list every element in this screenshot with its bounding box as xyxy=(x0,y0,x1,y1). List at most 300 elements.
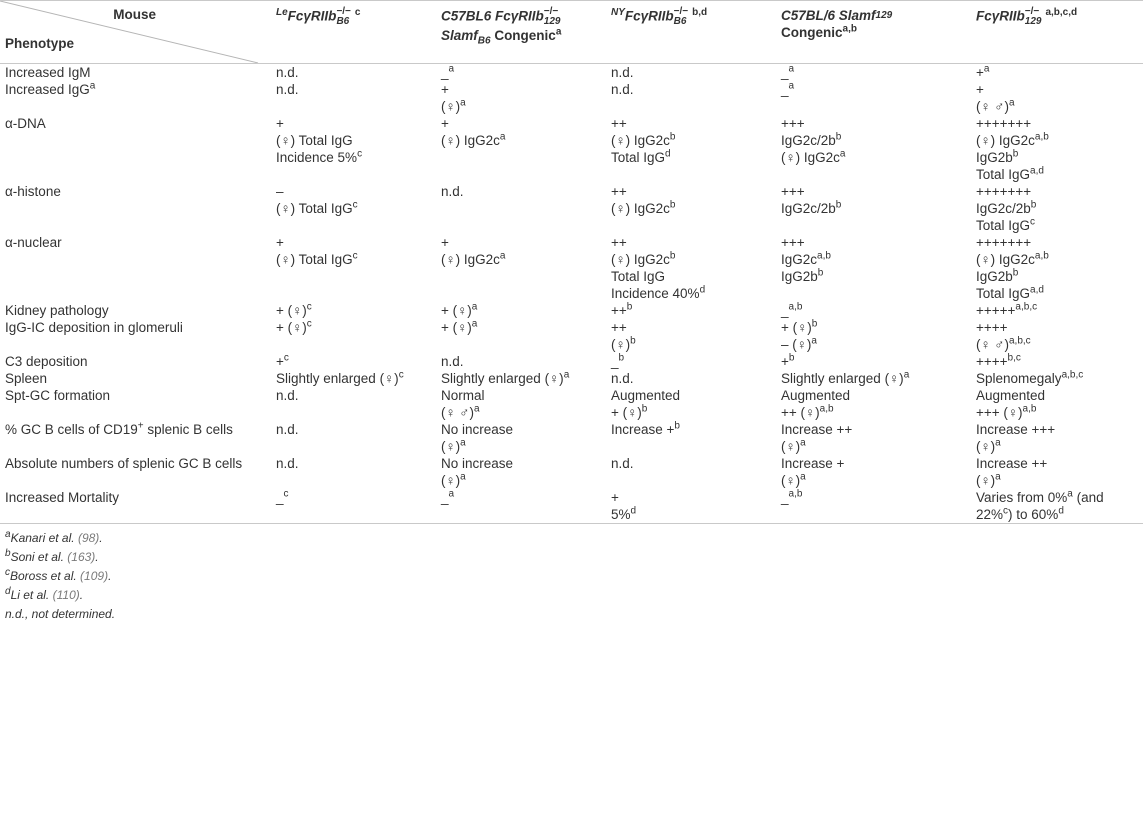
table-header-row xyxy=(0,1,1143,64)
value-ref: a xyxy=(460,471,466,483)
value-line xyxy=(441,489,611,506)
value-line xyxy=(441,438,611,455)
value-text: n.d. xyxy=(611,456,634,471)
value-line xyxy=(781,251,976,268)
phenotype-cell xyxy=(0,319,276,353)
value-text: +++ xyxy=(781,184,805,199)
header-line-1 xyxy=(276,7,441,27)
header-line2-name: Slamf xyxy=(441,28,478,43)
value-line xyxy=(441,81,611,98)
value-cell xyxy=(276,353,441,370)
value-cell xyxy=(781,455,976,489)
value-ref: b xyxy=(835,199,842,211)
value-text: + (♀) xyxy=(276,320,307,335)
value-cell xyxy=(276,302,441,319)
value-cell xyxy=(976,234,1143,302)
column-header-le-fcgriib xyxy=(276,1,441,64)
value-text: IgG2c/2b xyxy=(781,201,836,216)
corner-header-cell xyxy=(0,1,276,64)
value-text: IgG2c/2b xyxy=(781,133,836,148)
value-line xyxy=(276,387,441,404)
value-ref: b xyxy=(1012,148,1019,160)
value-text: Increase + xyxy=(611,422,675,437)
value-cell xyxy=(441,234,611,302)
value-line xyxy=(611,455,781,472)
column-header-c57bl6-slamf-congenic xyxy=(781,1,976,64)
value-text: + (♀) xyxy=(781,320,812,335)
phenotype-cell xyxy=(0,455,276,489)
value-text: + (♀) xyxy=(611,405,642,420)
value-line xyxy=(781,234,976,251)
value-cell xyxy=(441,455,611,489)
value-text: ++ (♀) xyxy=(781,405,820,420)
value-ref: c xyxy=(1003,505,1009,517)
value-text: n.d. xyxy=(441,354,464,369)
value-text: – xyxy=(276,184,284,199)
header-genotype-sup: −/− xyxy=(336,6,351,17)
table-row xyxy=(0,64,1143,82)
value-text: + xyxy=(276,354,284,369)
value-cell xyxy=(441,64,611,82)
value-line xyxy=(781,64,976,81)
value-line xyxy=(611,183,781,200)
footnote-authors: Soni et al. xyxy=(10,550,64,564)
table-row xyxy=(0,421,1143,455)
value-cell xyxy=(781,353,976,370)
value-text: +++ xyxy=(781,116,805,131)
value-text: (♀) IgG2c xyxy=(611,133,670,148)
value-cell xyxy=(441,183,611,234)
value-line xyxy=(441,472,611,489)
value-line xyxy=(781,268,976,285)
phenotype-label: IgG-IC deposition in glomeruli xyxy=(5,320,183,335)
value-line xyxy=(276,302,441,319)
value-cell xyxy=(976,370,1143,387)
value-line xyxy=(611,336,781,353)
value-text: + xyxy=(441,116,449,131)
value-ref: b xyxy=(641,403,648,415)
value-line xyxy=(976,251,1143,268)
value-cell xyxy=(276,115,441,183)
footnote-mark: a xyxy=(5,529,11,540)
phenotype-cell xyxy=(0,64,276,82)
footnote-authors: n.d., not determined. xyxy=(5,607,116,621)
value-line xyxy=(276,149,441,166)
value-ref: b xyxy=(835,131,842,143)
phenotype-corner-label: Phenotype xyxy=(5,36,75,51)
value-line xyxy=(611,132,781,149)
value-cell xyxy=(781,370,976,387)
header-line2-sup: a xyxy=(555,26,562,38)
value-text: Increase + xyxy=(781,456,845,471)
value-ref: b xyxy=(1012,267,1019,279)
value-ref: a,b xyxy=(819,403,834,415)
value-cell xyxy=(276,455,441,489)
header-line2-sup: a,b xyxy=(842,23,857,35)
value-text: (♀ ♂) xyxy=(976,99,1009,114)
value-text: Incidence 5% xyxy=(276,150,358,165)
footnote xyxy=(5,567,1143,586)
value-text: ++ xyxy=(611,235,627,250)
value-line xyxy=(611,200,781,217)
value-ref: c xyxy=(283,488,289,500)
value-line xyxy=(781,404,976,421)
value-ref: a,b xyxy=(1034,131,1049,143)
column-header-c57bl6-fcgriib-slamf-congenic xyxy=(441,1,611,64)
value-text: n.d. xyxy=(611,82,634,97)
table-row xyxy=(0,234,1143,302)
value-text: ++++ xyxy=(976,354,1008,369)
value-text: + xyxy=(611,490,619,505)
value-cell xyxy=(611,421,781,455)
value-line xyxy=(611,404,781,421)
phenotype-label: Increased Mortality xyxy=(5,490,120,505)
value-ref: a xyxy=(800,471,806,483)
footnote-reference-link[interactable]: (109) xyxy=(80,569,109,583)
value-ref: a xyxy=(903,369,910,381)
value-ref: a,b,c xyxy=(1015,301,1038,313)
value-line xyxy=(976,200,1143,217)
value-text: (♀) IgG2c xyxy=(976,133,1035,148)
header-strain-name: FcγRIIb xyxy=(624,8,674,24)
value-ref: c xyxy=(357,148,363,160)
table-row xyxy=(0,183,1143,234)
value-line xyxy=(611,285,781,302)
value-text: (♀) IgG2c xyxy=(441,252,500,267)
value-line xyxy=(611,319,781,336)
header-refs: b,d xyxy=(692,7,708,19)
value-line xyxy=(441,183,611,200)
value-ref: a xyxy=(995,437,1001,449)
value-cell xyxy=(276,183,441,234)
value-text: +++++++ xyxy=(976,184,1032,199)
value-line xyxy=(611,234,781,251)
value-cell xyxy=(611,115,781,183)
value-ref: a xyxy=(563,369,570,381)
value-ref: a xyxy=(448,63,455,75)
value-line xyxy=(441,98,611,115)
header-genotype-sup: −/− xyxy=(543,6,559,17)
value-ref: d xyxy=(699,284,706,296)
phenotype-label: Spleen xyxy=(5,371,48,386)
value-ref: b xyxy=(674,420,680,432)
value-cell xyxy=(976,489,1143,524)
value-ref: a xyxy=(471,301,478,313)
table-row xyxy=(0,81,1143,115)
value-text: _ xyxy=(611,354,619,369)
phenotype-label-rest: splenic B cells xyxy=(143,422,233,437)
value-ref: a xyxy=(448,488,455,500)
phenotype-label: α-DNA xyxy=(5,116,46,131)
value-text: n.d. xyxy=(611,371,634,386)
value-line xyxy=(976,183,1143,200)
value-text: _ xyxy=(781,82,789,97)
value-line xyxy=(276,489,441,506)
value-cell xyxy=(441,370,611,387)
value-line xyxy=(781,132,976,149)
value-text: IgG2c/2b xyxy=(976,201,1031,216)
value-text: n.d. xyxy=(441,184,464,199)
value-line xyxy=(976,489,1143,506)
value-text: _ xyxy=(781,303,789,318)
value-text: (♀ ♂) xyxy=(976,337,1009,352)
value-line xyxy=(976,472,1143,489)
value-text: +++++++ xyxy=(976,116,1032,131)
value-text: Normal xyxy=(441,388,485,403)
table-footnotes xyxy=(0,529,1143,624)
column-header-text xyxy=(781,7,976,41)
value-line xyxy=(611,353,781,370)
value-cell xyxy=(781,302,976,319)
value-text: (♀) IgG2c xyxy=(611,201,670,216)
value-text: Slightly enlarged (♀) xyxy=(276,371,399,386)
value-ref: a xyxy=(788,80,795,92)
header-background-sub: 129 xyxy=(1024,16,1042,27)
value-line xyxy=(781,336,976,353)
value-text: + xyxy=(276,235,284,250)
header-line-1 xyxy=(611,7,781,27)
value-ref: a xyxy=(995,471,1001,483)
value-line xyxy=(781,370,976,387)
value-cell xyxy=(611,353,781,370)
footnote-authors: Li et al. xyxy=(10,588,50,602)
value-line xyxy=(611,421,781,438)
value-text: (♀) IgG2c xyxy=(781,150,840,165)
value-line xyxy=(976,285,1143,302)
table-row xyxy=(0,319,1143,353)
value-text: _ xyxy=(781,65,789,80)
phenotype-label: Absolute numbers of splenic GC B cells xyxy=(5,456,243,471)
value-text: Varies from 0% xyxy=(976,490,1068,505)
value-ref: b xyxy=(626,301,633,313)
value-line xyxy=(441,370,611,387)
value-cell xyxy=(976,353,1143,370)
value-text: +++++++ xyxy=(976,235,1032,250)
phenotype-label: α-histone xyxy=(5,184,61,199)
value-text: Total IgG xyxy=(611,150,666,165)
value-line xyxy=(611,302,781,319)
table-row xyxy=(0,370,1143,387)
value-cell xyxy=(441,115,611,183)
value-cell xyxy=(611,387,781,421)
value-text: (♀) Total IgG xyxy=(276,252,353,267)
value-text: + xyxy=(276,116,284,131)
footnote-mark: b xyxy=(5,548,11,559)
value-line xyxy=(441,234,611,251)
value-text: _ xyxy=(781,490,789,505)
value-line xyxy=(976,336,1143,353)
value-ref: b xyxy=(630,335,636,347)
value-text: (♀) xyxy=(976,439,996,454)
value-ref: a,b,c xyxy=(1061,369,1084,381)
value-text: (♀ ♂) xyxy=(441,405,474,420)
value-ref: a xyxy=(460,97,466,109)
phenotype-sup: + xyxy=(137,420,144,432)
value-line xyxy=(276,251,441,268)
value-line xyxy=(781,81,976,98)
footnote xyxy=(5,605,1143,624)
value-text: ++++ xyxy=(976,320,1008,335)
value-line xyxy=(611,268,781,285)
value-text: (♀) IgG2c xyxy=(611,252,670,267)
value-line xyxy=(976,404,1143,421)
footnote-end: . xyxy=(95,550,99,564)
value-ref: b xyxy=(811,318,818,330)
value-ref: c xyxy=(352,199,358,211)
value-line xyxy=(781,115,976,132)
value-line xyxy=(441,421,611,438)
value-ref: b xyxy=(669,131,676,143)
value-line xyxy=(611,489,781,506)
value-text: 22% xyxy=(976,507,1004,522)
header-background-sub: B6 xyxy=(673,16,687,27)
value-text: (♀) xyxy=(976,473,996,488)
value-cell xyxy=(976,81,1143,115)
value-ref: c xyxy=(306,318,312,330)
value-line xyxy=(781,319,976,336)
phenotype-cell xyxy=(0,115,276,183)
header-background-sub: 129 xyxy=(875,10,893,22)
value-ref: b,c xyxy=(1007,352,1021,364)
value-text: Increase +++ xyxy=(976,422,1056,437)
value-line xyxy=(976,81,1143,98)
value-line xyxy=(781,353,976,370)
value-text: + xyxy=(976,65,984,80)
value-text: IgG2b xyxy=(976,269,1013,284)
value-line xyxy=(976,268,1143,285)
phenotype-cell xyxy=(0,489,276,524)
header-background-sub: 129 xyxy=(543,16,561,27)
value-cell xyxy=(276,319,441,353)
value-text: _ xyxy=(441,490,449,505)
value-text: Incidence 40% xyxy=(611,286,700,301)
table-row xyxy=(0,489,1143,524)
value-cell xyxy=(276,81,441,115)
value-text: +++ xyxy=(781,235,805,250)
value-line xyxy=(276,64,441,81)
value-ref: a,b xyxy=(1022,403,1037,415)
value-text: (♀) xyxy=(781,473,801,488)
table-row xyxy=(0,115,1143,183)
value-cell xyxy=(611,234,781,302)
value-cell xyxy=(976,183,1143,234)
value-text: Total IgG xyxy=(611,269,666,284)
table-row xyxy=(0,353,1143,370)
footnote-reference-link[interactable]: (98) xyxy=(77,531,100,545)
value-ref: a,d xyxy=(1030,284,1044,296)
value-cell xyxy=(276,387,441,421)
header-line-1 xyxy=(441,7,611,27)
value-line xyxy=(976,149,1143,166)
value-text: + xyxy=(976,82,984,97)
value-line xyxy=(611,115,781,132)
footnote-reference-link[interactable]: (163) xyxy=(67,550,96,564)
value-text: +++++ xyxy=(976,303,1016,318)
header-line2-text: Congenic xyxy=(781,25,843,40)
value-line xyxy=(276,353,441,370)
phenotype-cell xyxy=(0,234,276,302)
value-ref: a xyxy=(839,148,846,160)
value-line xyxy=(976,234,1143,251)
value-text: ++ xyxy=(611,303,627,318)
column-header-text xyxy=(441,6,611,47)
footnote-end: . xyxy=(99,531,103,545)
header-line-2 xyxy=(781,24,976,41)
value-cell xyxy=(611,489,781,524)
value-cell xyxy=(611,81,781,115)
value-cell xyxy=(441,489,611,524)
value-line xyxy=(441,64,611,81)
value-line xyxy=(276,421,441,438)
value-line xyxy=(276,455,441,472)
value-text-cont: (and xyxy=(1072,490,1104,505)
phenotype-cell xyxy=(0,421,276,455)
value-text: (♀) xyxy=(611,337,631,352)
value-text: (♀) Total IgG xyxy=(276,201,353,216)
value-ref: b xyxy=(618,352,625,364)
value-line xyxy=(781,438,976,455)
column-header-text xyxy=(611,7,781,27)
value-text: ++ xyxy=(611,116,627,131)
value-text: No increase xyxy=(441,456,514,471)
value-cell xyxy=(441,319,611,353)
table-row xyxy=(0,455,1143,489)
value-text: (♀) xyxy=(441,439,461,454)
header-line-2 xyxy=(441,26,611,47)
header-strain-name: C57BL6 FcγRIIb xyxy=(441,8,544,24)
value-text: (♀) IgG2c xyxy=(976,252,1035,267)
value-text: Increase ++ xyxy=(781,422,853,437)
value-line xyxy=(976,455,1143,472)
value-cell xyxy=(441,387,611,421)
value-line xyxy=(781,489,976,506)
value-text: n.d. xyxy=(276,388,299,403)
table-row xyxy=(0,302,1143,319)
value-text: n.d. xyxy=(276,456,299,471)
value-cell xyxy=(781,387,976,421)
footnote-mark: c xyxy=(5,567,10,578)
value-line xyxy=(781,421,976,438)
phenotype-label: Increased IgM xyxy=(5,65,91,80)
value-cell xyxy=(976,421,1143,455)
value-ref: c xyxy=(1030,216,1036,228)
value-line xyxy=(976,387,1143,404)
value-ref: b xyxy=(817,267,824,279)
value-ref: a xyxy=(1009,97,1015,109)
footnote-reference-link[interactable]: (110) xyxy=(52,588,80,602)
value-text: n.d. xyxy=(611,65,634,80)
value-text: n.d. xyxy=(276,82,299,97)
value-text: 5% xyxy=(611,507,631,522)
value-cell xyxy=(441,421,611,455)
column-header-text xyxy=(976,7,1143,27)
value-text: (♀) xyxy=(781,439,801,454)
value-line xyxy=(441,132,611,149)
phenotype-label: Kidney pathology xyxy=(5,303,109,318)
value-text: + xyxy=(441,82,449,97)
value-text: Splenomegaly xyxy=(976,371,1062,386)
value-line xyxy=(611,81,781,98)
phenotype-label: α-nuclear xyxy=(5,235,62,250)
value-line xyxy=(441,302,611,319)
table-row xyxy=(0,387,1143,421)
value-text: _ xyxy=(441,65,449,80)
column-header-text xyxy=(276,7,441,27)
value-cell xyxy=(976,387,1143,421)
value-line xyxy=(276,200,441,217)
value-text: (♀) xyxy=(441,99,461,114)
value-ref-2: d xyxy=(1058,505,1064,517)
